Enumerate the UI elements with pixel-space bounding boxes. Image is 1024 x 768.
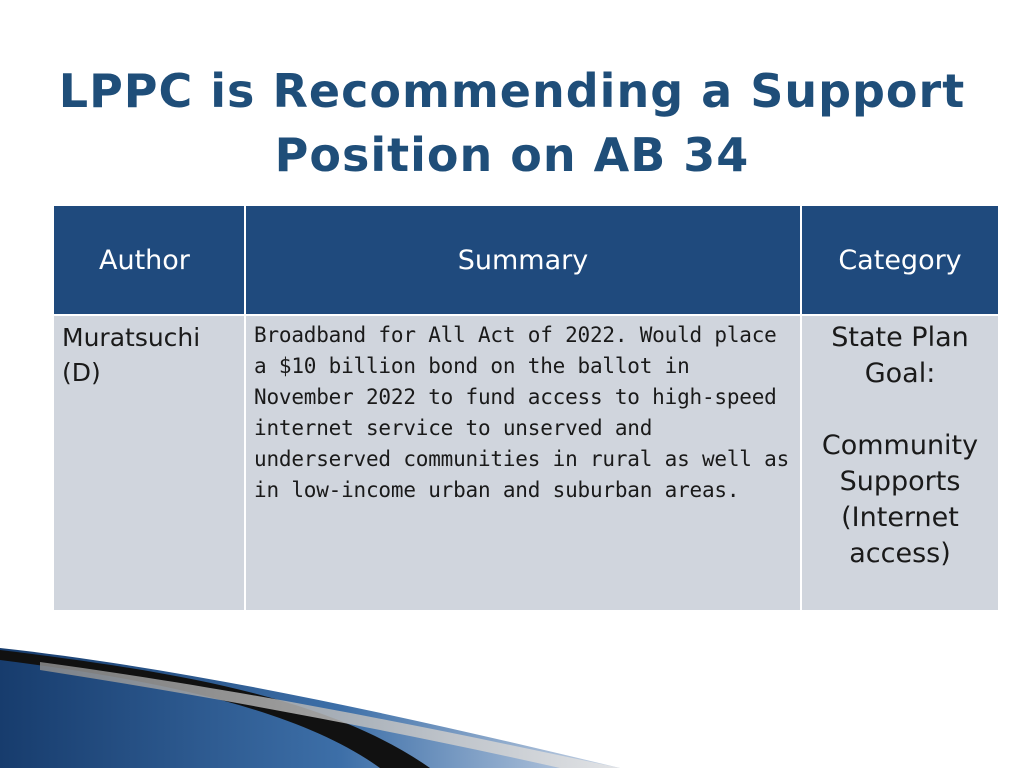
- category-line: Goal:: [864, 358, 936, 389]
- category-column-header: Category: [801, 205, 999, 315]
- author-party: (D): [62, 358, 101, 387]
- title-line-2: Position on AB 34: [274, 127, 750, 182]
- table-header: [53, 205, 999, 315]
- decorative-corner-swoosh: [0, 640, 620, 768]
- author-cell: [53, 315, 245, 611]
- bill-summary-table: [52, 204, 1000, 612]
- category-cell: [801, 315, 999, 611]
- category-line: State Plan: [831, 322, 969, 353]
- summary-cell: Broadband for All Act of 2022. Would place a $10 billion bond on the ballot in November 2022 to fund access to high-speed internet service to unserved and underserved communities in rural as well as in low-income urban and suburban areas.: [245, 315, 801, 611]
- author-column-header: Author: [53, 205, 245, 315]
- category-line: Community: [821, 430, 979, 461]
- summary-column-header: Summary: [245, 205, 801, 315]
- category-spacer: [806, 392, 994, 428]
- category-line: Supports: [839, 466, 961, 497]
- table-body: [53, 315, 999, 611]
- title-line-1: LPPC is Recommending a Support: [58, 63, 966, 118]
- category-line: (Internet: [841, 502, 959, 533]
- category-line: access): [849, 538, 951, 569]
- author-name: Muratsuchi: [62, 323, 201, 352]
- table-row: [53, 315, 999, 611]
- header-row: [53, 205, 999, 315]
- slide-title: [0, 59, 1024, 187]
